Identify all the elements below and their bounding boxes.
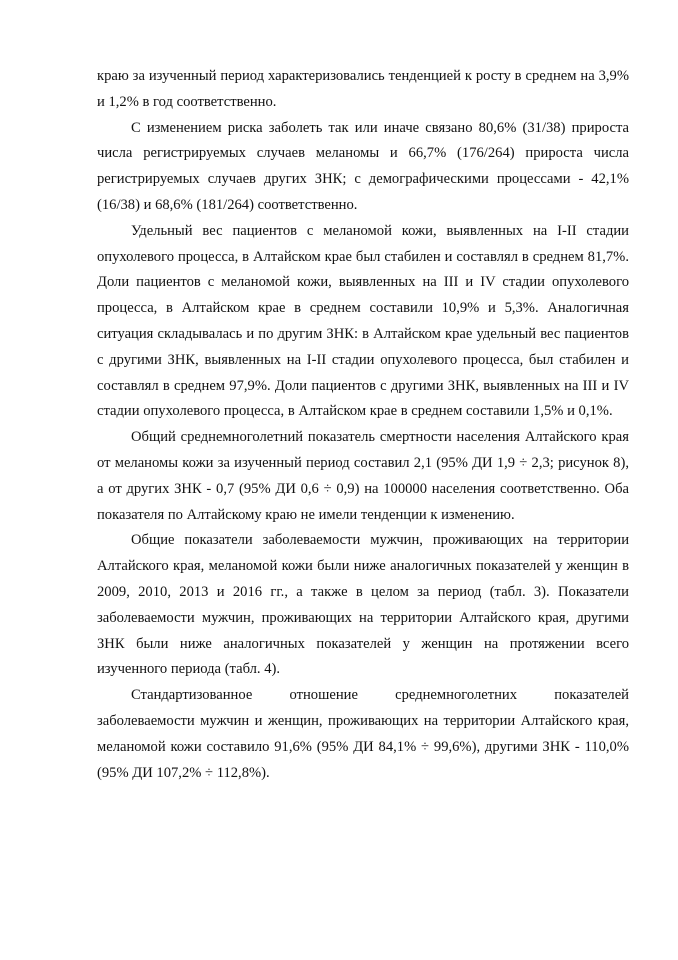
body-text: [97, 64, 629, 786]
paragraph-standardized-ratio: Стандартизованное отношение среднемноголетних показателей заболеваемости мужчин и женщин, проживающих на территории Алтайского края, меланомой кожи составило 91,6% (95% ДИ 84,1% ÷ 99,6%), другими ЗНК - 110,0% (95% ДИ 107,2% ÷ 112,8%).: [97, 687, 629, 781]
paragraph-mortality: Общий среднемноголетний показатель смертности населения Алтайского края от меланомы кожи за изученный период составил 2,1 (95% ДИ 1,9 ÷ 2,3; рисунок 8), а от других ЗНК - 0,7 (95% ДИ 0,6 ÷ 0,9) на 100000 населения соответственно. Оба показателя по Алтайскому краю не имели тенденции к изменению.: [97, 429, 629, 523]
paragraph-continuation: краю за изученный период характеризовались тенденцией к росту в среднем на 3,9% и 1,2% в год соответственно.: [97, 68, 629, 110]
paragraph-gender-incidence: Общие показатели заболеваемости мужчин, проживающих на территории Алтайского края, меланомой кожи были ниже аналогичных показателей у женщин в 2009, 2010, 2013 и 2016 гг., а также в целом за период (табл. 3). Показатели заболеваемости мужчин, проживающих на территории Алтайского края, другими ЗНК были ниже аналогичных показателей у женщин на протяжении всего изученного периода (табл. 4).: [97, 532, 629, 678]
paragraph-risk-change: С изменением риска заболеть так или иначе связано 80,6% (31/38) прироста числа регистрируемых случаев меланомы и 66,7% (176/264) прироста числа регистрируемых случаев других ЗНК; с демографическими процессами - 42,1% (16/38) и 68,6% (181/264) соответственно.: [97, 119, 629, 213]
paragraph-stage-distribution: Удельный вес пациентов с меланомой кожи, выявленных на I-II стадии опухолевого процесса, в Алтайском крае был стабилен и составлял в среднем 81,7%. Доли пациентов с меланомой кожи, выявленных на III и IV стадии опухолевого процесса, в Алтайском крае в среднем составили 10,9% и 5,3%. Аналогичная ситуация складывалась и по другим ЗНК: в Алтайском крае удельный вес пациентов с другими ЗНК, выявленных на I-II стадии опухолевого процесса, был стабилен и составлял в среднем 97,9%. Доли пациентов с другими ЗНК, выявленных на III и IV стадии опухолевого процесса, в Алтайском крае в среднем составили 1,5% и 0,1%.: [97, 222, 629, 420]
